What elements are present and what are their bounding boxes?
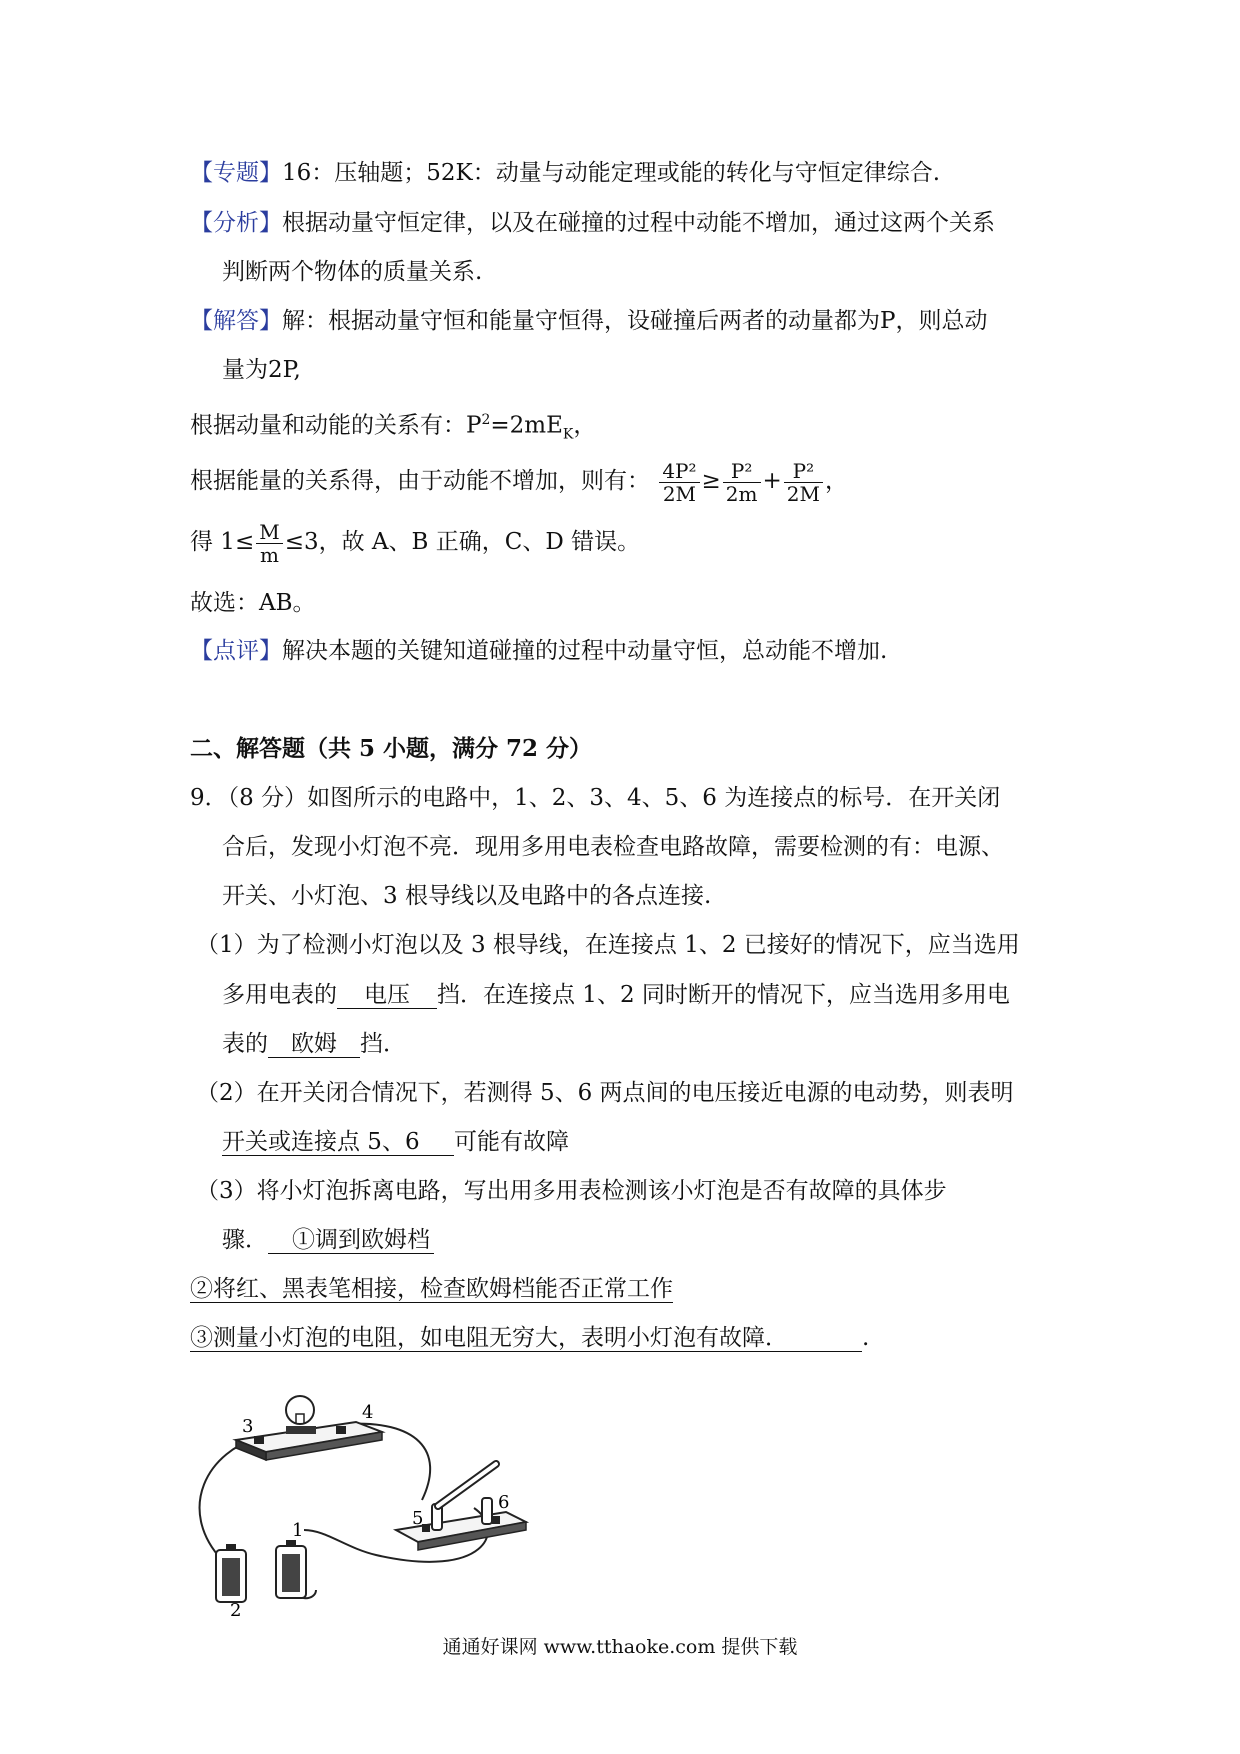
analysis-line-1 — [190, 208, 995, 238]
terminal-4 — [336, 1426, 346, 1434]
p3-line-3 — [190, 1274, 673, 1304]
fraction-4p2-2m — [659, 460, 699, 505]
frac4-num: M — [256, 521, 282, 544]
label-1: 1 — [292, 1520, 304, 1541]
analysis-tag: 【分析】 — [190, 210, 282, 236]
label-5: 5 — [412, 1508, 424, 1529]
switch-post-6 — [482, 1498, 492, 1524]
result-line — [190, 520, 640, 566]
comment-text: 解决本题的关键知道碰撞的过程中动量守恒，总动能不增加. — [282, 638, 888, 664]
battery-left-cap — [226, 1544, 236, 1550]
relation-mid: =2mE — [490, 412, 563, 439]
circuit-figure — [186, 1380, 566, 1621]
frac3-den: 2M — [786, 481, 820, 506]
frac4-den: m — [259, 542, 279, 567]
relation-prefix: 根据动量和动能的关系有：P — [190, 412, 482, 439]
topic-text: 16：压轴题；52K：动量与动能定理或能的转化与守恒定律综合. — [282, 160, 941, 186]
p2-line-2 — [222, 1127, 569, 1157]
p3-line-1: （3）将小灯泡拆离电路，写出用多用表检测该小灯泡是否有故障的具体步 — [196, 1178, 947, 1204]
p3-line-2 — [222, 1225, 434, 1255]
p3-end: . — [862, 1325, 870, 1351]
topic-line — [190, 158, 940, 188]
frac3-num: P² — [784, 460, 823, 483]
geq-sign: ≥ — [701, 468, 721, 494]
comment-tag: 【点评】 — [190, 638, 282, 664]
p3-line-4 — [190, 1323, 869, 1353]
fraction-p2-2m-big — [784, 460, 823, 505]
p1-line-2 — [222, 980, 1010, 1010]
plus-sign: + — [762, 468, 782, 494]
p2-line-1: （2）在开关闭合情况下，若测得 5、6 两点间的电压接近电源的电动势，则表明 — [196, 1080, 1014, 1106]
label-2: 2 — [230, 1600, 242, 1621]
fraction-p2-2m-small — [723, 460, 761, 505]
answer-text-1: 解：根据动量守恒和能量守恒得，设碰撞后两者的动量都为P，则总动 — [282, 308, 988, 334]
fraction-m-over-m — [256, 521, 282, 566]
p2-line2-b: 可能有故障 — [454, 1129, 569, 1155]
result-suffix: ≤3，故 A、B 正确，C、D 错误。 — [284, 529, 641, 555]
energy-end: ， — [824, 468, 848, 494]
energy-prefix: 根据能量的关系得，由于动能不增加，则有： — [190, 468, 650, 494]
q9-line-1: 9．（8 分）如图所示的电路中，1、2、3、4、5、6 为连接点的标号．在开关闭 — [190, 785, 1001, 811]
answer-blank-ohm: 欧姆 — [268, 1031, 360, 1058]
answer-blank-voltage: 电压 — [337, 982, 437, 1009]
battery-right-label — [282, 1554, 300, 1592]
p1-line-1: （1）为了检测小灯泡以及 3 根导线，在连接点 1、2 已接好的情况下，应当选用 — [196, 932, 1020, 958]
section-heading: 二、解答题（共 5 小题，满分 72 分） — [190, 735, 593, 762]
relation-sub: K — [562, 426, 574, 443]
label-6: 6 — [498, 1492, 510, 1513]
footer-credit: 通通好课网 www.tthaoke.com 提供下载 — [442, 1636, 798, 1658]
analysis-line-2: 判断两个物体的质量关系. — [222, 259, 483, 285]
analysis-text-1: 根据动量守恒定律，以及在碰撞的过程中动能不增加，通过这两个关系 — [282, 210, 995, 236]
relation-sup: 2 — [481, 412, 491, 428]
lamp-socket — [286, 1426, 316, 1434]
bulb-icon — [286, 1396, 314, 1424]
label-4: 4 — [362, 1402, 374, 1423]
answer-tag: 【解答】 — [190, 308, 282, 334]
q9-line-3: 开关、小灯泡、3 根导线以及电路中的各点连接. — [222, 883, 712, 909]
comment-line — [190, 636, 887, 666]
answer-line-1 — [190, 306, 987, 336]
relation-end: ， — [573, 412, 597, 439]
p1-line3-b: 挡． — [360, 1031, 406, 1057]
answer-line-2: 量为2P, — [222, 357, 301, 383]
frac1-num: 4P² — [659, 460, 699, 483]
q9-line-2: 合后，发现小灯泡不亮．现用多用电表检查电路故障，需要检测的有：电源、 — [222, 834, 1004, 860]
p1-line-3 — [222, 1029, 406, 1059]
battery-left-label — [222, 1558, 240, 1596]
p3-line2-a: 骤． — [222, 1227, 268, 1253]
p1-line2-a: 多用电表的 — [222, 982, 337, 1008]
answer-step-3: ③测量小灯泡的电阻，如电阻无穷大，表明小灯泡有故障． — [190, 1325, 862, 1352]
label-3: 3 — [242, 1416, 254, 1437]
terminal-6 — [492, 1516, 500, 1524]
p1-line2-b: 挡．在连接点 1、2 同时断开的情况下，应当选用多用电 — [437, 982, 1010, 1008]
frac2-den: 2m — [725, 481, 758, 506]
frac2-num: P² — [723, 460, 761, 483]
p1-line3-a: 表的 — [222, 1031, 268, 1057]
topic-tag: 【专题】 — [190, 160, 282, 186]
energy-line — [190, 456, 848, 506]
result-prefix: 得 1≤ — [190, 529, 255, 555]
relation-line — [190, 405, 596, 449]
answer-blank-switch: 开关或连接点 5、6 — [222, 1129, 454, 1156]
terminal-3 — [254, 1436, 264, 1444]
answer-step-2: ②将红、黑表笔相接，检查欧姆档能否正常工作 — [190, 1276, 673, 1302]
frac1-den: 2M — [662, 481, 697, 506]
choice-line: 故选：AB。 — [190, 590, 316, 616]
answer-step-1: ①调到欧姆档 — [268, 1227, 434, 1254]
